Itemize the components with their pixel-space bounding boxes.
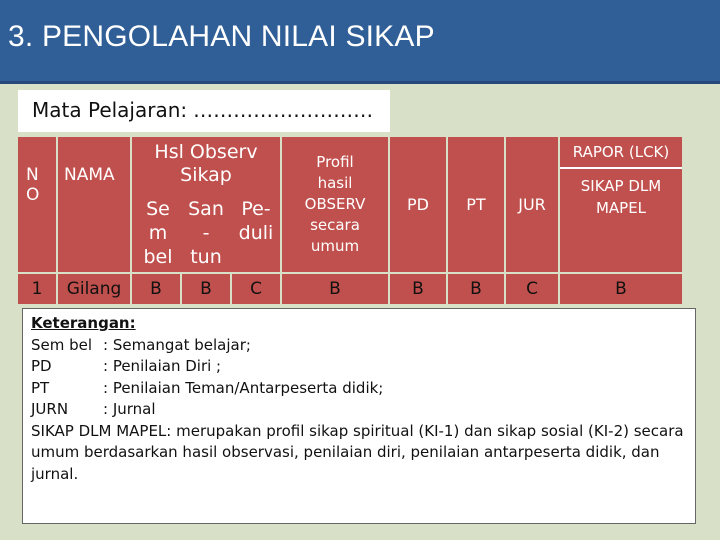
- notes-desc: : Penilaian Diri ;: [103, 357, 222, 375]
- table-row-pt: B: [448, 274, 504, 304]
- table-row-nama: Gilang: [58, 274, 130, 304]
- table-row-jur: C: [506, 274, 558, 304]
- subject-line: [18, 90, 390, 132]
- notes-item: [31, 378, 689, 400]
- table-row-peduli: C: [232, 274, 280, 304]
- table-row-profil: B: [282, 274, 388, 304]
- header-hsl-observ-title: Hsl Observ Sikap: [154, 141, 258, 186]
- table-row-sem-bel: B: [132, 274, 180, 304]
- header-rapor-title: RAPOR (LCK): [572, 143, 670, 161]
- notes-definition: SIKAP DLM MAPEL: merupakan profil sikap spiritual (KI-1) dan sikap sosial (KI-2) secara umum berdasarkan hasil observasi, penilaian diri, penilaian antarpeserta didik, dan jurnal.: [31, 421, 684, 483]
- header-jur: JUR: [506, 137, 558, 272]
- notes-term: PD: [31, 357, 52, 375]
- subject-blank: ………………………: [193, 98, 374, 122]
- notes-heading: Keterangan:: [31, 314, 136, 332]
- notes-box: [22, 308, 696, 524]
- notes-term: PT: [31, 378, 50, 397]
- table-row-pd: B: [390, 274, 446, 304]
- header-no: N O: [18, 137, 56, 272]
- notes-desc: : Jurnal: [103, 400, 156, 418]
- header-rapor-divider: [560, 167, 682, 169]
- header-peduli: Pe- duli: [238, 198, 274, 244]
- header-sem-bel: Se m bel: [143, 198, 173, 268]
- header-hsl-observ: [132, 137, 280, 272]
- notes-item: [31, 356, 689, 378]
- table-row-santun: B: [182, 274, 230, 304]
- header-santun: San - tun: [188, 198, 224, 268]
- header-rapor-sub: SIKAP DLM MAPEL: [580, 177, 662, 217]
- notes-item: [31, 399, 689, 421]
- header-pd: PD: [390, 137, 446, 272]
- page-title: 3. PENGOLAHAN NILAI SIKAP: [8, 20, 435, 53]
- header-profil: Profil hasil OBSERV secara umum: [282, 137, 388, 272]
- notes-desc: : Penilaian Teman/Antarpeserta didik;: [103, 378, 384, 397]
- notes-item: [31, 335, 689, 357]
- notes-term: JURN: [31, 400, 69, 418]
- table-row-no: 1: [18, 274, 56, 304]
- header-rapor: [560, 137, 682, 272]
- header-pt: PT: [448, 137, 504, 272]
- header-nama: NAMA: [58, 137, 130, 272]
- subject-label: Mata Pelajaran:: [32, 98, 188, 122]
- title-bar: [0, 0, 720, 84]
- notes-term: Sem bel: [31, 335, 93, 354]
- table-row-rapor: B: [560, 274, 682, 304]
- notes-desc: : Semangat belajar;: [103, 335, 251, 354]
